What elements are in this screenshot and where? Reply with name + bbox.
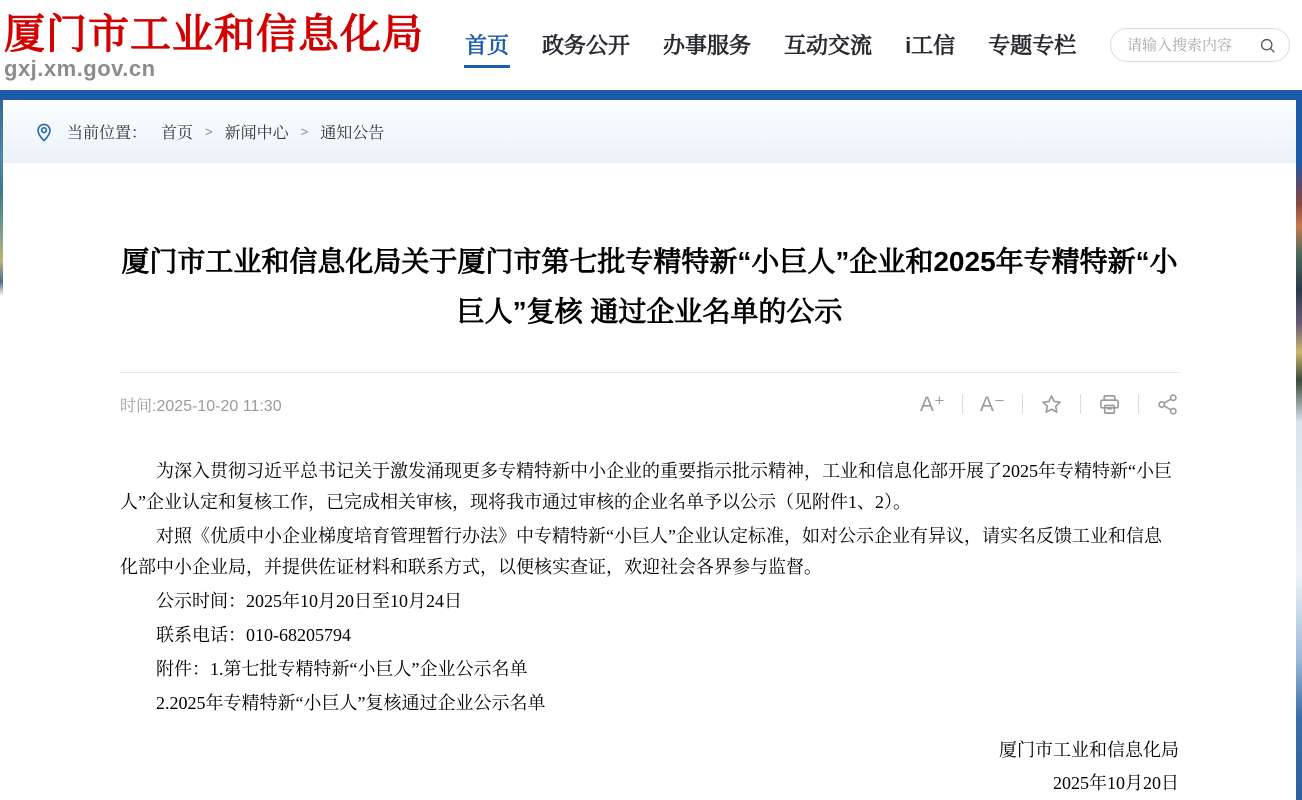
background-image-sliver-right bbox=[1296, 100, 1302, 800]
nav-item-igongxin[interactable]: i工信 bbox=[905, 32, 956, 58]
header-divider-bar bbox=[0, 90, 1302, 100]
search-box[interactable] bbox=[1110, 28, 1290, 62]
toolbar-divider bbox=[1080, 394, 1081, 414]
toolbar-divider bbox=[1022, 394, 1023, 414]
search-icon[interactable] bbox=[1258, 36, 1277, 55]
article-paragraph-attachment-2: 2.2025年专精特新“小巨人”复核通过企业公示名单 bbox=[156, 693, 546, 713]
site-domain: gxj.xm.gov.cn bbox=[4, 56, 156, 81]
printer-icon[interactable] bbox=[1098, 393, 1121, 416]
article-paragraph-attachment-1: 附件：1.第七批专精特新“小巨人”企业公示名单 bbox=[156, 659, 528, 679]
nav-item-special-topics[interactable]: 专题专栏 bbox=[988, 32, 1077, 58]
page-body bbox=[0, 100, 1302, 800]
background-image-sliver-left bbox=[0, 100, 3, 800]
breadcrumb-item-home[interactable]: 首页 bbox=[161, 125, 194, 142]
breadcrumb-item-news-center[interactable]: 新闻中心 bbox=[224, 125, 289, 142]
article-meta-row bbox=[120, 373, 1179, 435]
toolbar-divider bbox=[1138, 394, 1139, 414]
breadcrumb-label: 当前位置： bbox=[67, 125, 148, 142]
nav-item-home[interactable]: 首页 bbox=[464, 27, 510, 68]
article-signature bbox=[120, 734, 1179, 800]
breadcrumb-separator: > bbox=[300, 124, 309, 139]
article-paragraph-notice-period: 公示时间：2025年10月20日至10月24日 bbox=[156, 591, 462, 611]
article bbox=[3, 163, 1296, 800]
main-nav bbox=[464, 23, 1077, 68]
location-pin-icon bbox=[33, 121, 55, 143]
article-paragraph-contact-phone: 联系电话：010-68205794 bbox=[156, 625, 351, 645]
site-header bbox=[0, 0, 1302, 90]
nav-item-services[interactable]: 办事服务 bbox=[663, 32, 752, 58]
font-increase-button[interactable]: A⁺ bbox=[919, 392, 945, 416]
site-logo[interactable] bbox=[4, 9, 456, 81]
article-paragraph: 对照《优质中小企业梯度培育管理暂行办法》中专精特新“小巨人”企业认定标准，如对公示企业有异议，请实名反馈工业和信息化部中小企业局，并提供佐证材料和联系方式，以便核实查证，欢迎社会各界参与监督。 bbox=[120, 526, 1162, 577]
article-paragraph: 为深入贯彻习近平总书记关于激发涌现更多专精特新中小企业的重要指示批示精神，工业和信息化部开展了2025年专精特新“小巨人”企业认定和复核工作，已完成相关审核，现将我市通过审核的企业名单予以公示（见附件1、2）。 bbox=[120, 461, 1172, 512]
site-logo-title: 厦门市工业和信息化局 bbox=[4, 11, 424, 57]
breadcrumb bbox=[3, 100, 1296, 163]
article-body bbox=[120, 456, 1179, 719]
nav-item-interaction[interactable]: 互动交流 bbox=[784, 32, 873, 58]
share-icon[interactable] bbox=[1156, 393, 1179, 416]
signature-date: 2025年10月20日 bbox=[1053, 773, 1179, 793]
article-toolbar bbox=[920, 393, 1179, 416]
toolbar-divider bbox=[962, 394, 963, 414]
signature-org: 厦门市工业和信息化局 bbox=[999, 740, 1179, 760]
nav-item-gov-info[interactable]: 政务公开 bbox=[542, 32, 631, 58]
search-input[interactable] bbox=[1127, 37, 1258, 54]
breadcrumb-item-notices[interactable]: 通知公告 bbox=[320, 125, 385, 142]
breadcrumb-separator: > bbox=[205, 124, 213, 139]
favorite-star-icon[interactable] bbox=[1040, 393, 1063, 416]
publish-time: 时间:2025-10-20 11:30 bbox=[120, 397, 282, 415]
font-decrease-button[interactable]: A⁻ bbox=[979, 392, 1005, 416]
article-title: 厦门市工业和信息化局关于厦门市第七批专精特新“小巨人”企业和2025年专精特新“小巨人”复核 通过企业名单的公示 bbox=[121, 246, 1178, 327]
